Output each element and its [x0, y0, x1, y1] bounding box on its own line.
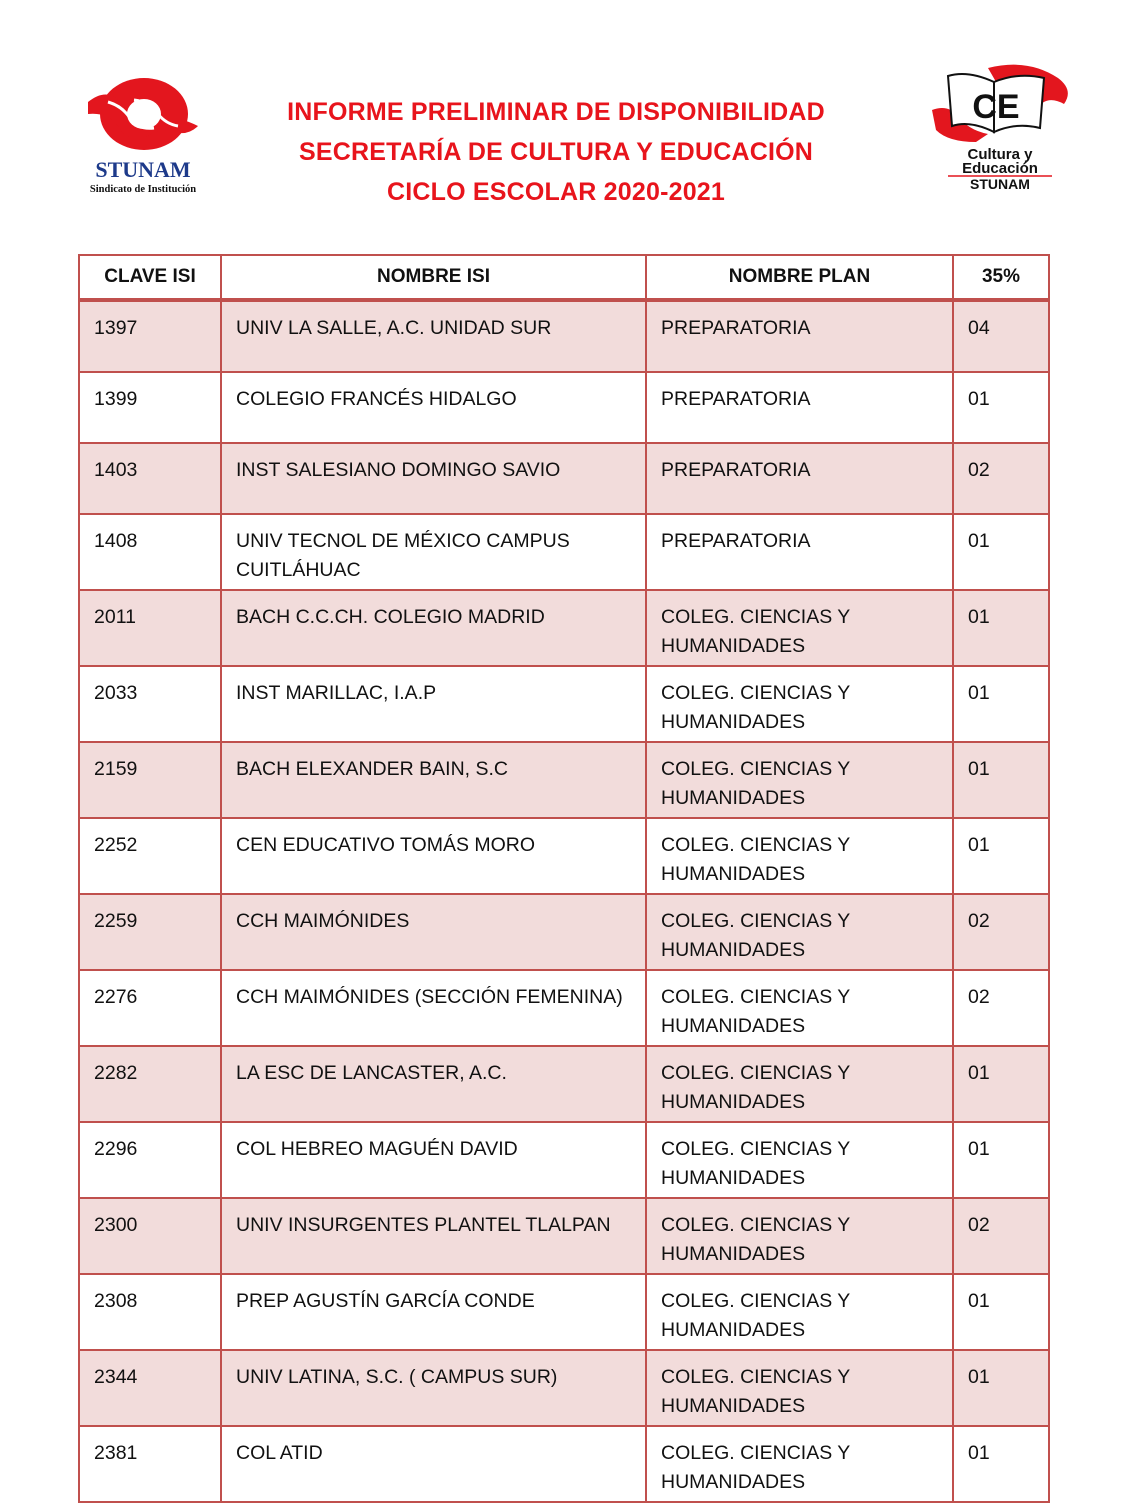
ce-logo-mark: CE — [972, 88, 1020, 126]
title-line-2: SECRETARÍA DE CULTURA Y EDUCACIÓN — [298, 138, 814, 166]
cell-clave-isi: 2300 — [79, 1198, 221, 1274]
cell-35-percent: 01 — [953, 372, 1049, 443]
disponibilidad-table — [78, 254, 1050, 1503]
cell-nombre-isi: COL ATID — [221, 1426, 646, 1502]
cell-nombre-isi: PREP AGUSTÍN GARCÍA CONDE — [221, 1274, 646, 1350]
table-row — [79, 894, 1049, 970]
table-row — [79, 1122, 1049, 1198]
title-line-3: CICLO ESCOLAR 2020-2021 — [386, 178, 726, 206]
cell-nombre-plan: COLEG. CIENCIAS Y HUMANIDADES — [646, 1122, 953, 1198]
column-header-clave-isi: CLAVE ISI — [79, 255, 221, 300]
cell-nombre-plan: COLEG. CIENCIAS Y HUMANIDADES — [646, 1426, 953, 1502]
cell-nombre-isi: UNIV LA SALLE, A.C. UNIDAD SUR — [221, 300, 646, 372]
cell-35-percent: 01 — [953, 1274, 1049, 1350]
table-row — [79, 818, 1049, 894]
column-header-35-percent: 35% — [953, 255, 1049, 300]
cell-clave-isi: 2381 — [79, 1426, 221, 1502]
cell-nombre-isi: CCH MAIMÓNIDES (SECCIÓN FEMENINA) — [221, 970, 646, 1046]
table-row — [79, 372, 1049, 443]
cell-nombre-plan: COLEG. CIENCIAS Y HUMANIDADES — [646, 742, 953, 818]
cultura-educacion-logo — [918, 54, 1080, 194]
cell-35-percent: 01 — [953, 666, 1049, 742]
table-row — [79, 1198, 1049, 1274]
table-row — [79, 300, 1049, 372]
cell-clave-isi: 1408 — [79, 514, 221, 590]
cell-35-percent: 01 — [953, 1046, 1049, 1122]
cell-nombre-isi: CCH MAIMÓNIDES — [221, 894, 646, 970]
cell-nombre-isi: INST SALESIANO DOMINGO SAVIO — [221, 443, 646, 514]
cell-nombre-isi: UNIV INSURGENTES PLANTEL TLALPAN — [221, 1198, 646, 1274]
table-row — [79, 742, 1049, 818]
cell-35-percent: 02 — [953, 894, 1049, 970]
cell-clave-isi: 2011 — [79, 590, 221, 666]
cell-nombre-isi: UNIV TECNOL DE MÉXICO CAMPUS CUITLÁHUAC — [221, 514, 646, 590]
cell-nombre-plan: COLEG. CIENCIAS Y HUMANIDADES — [646, 1274, 953, 1350]
cell-nombre-plan: COLEG. CIENCIAS Y HUMANIDADES — [646, 666, 953, 742]
cell-clave-isi: 2296 — [79, 1122, 221, 1198]
cell-nombre-plan: PREPARATORIA — [646, 443, 953, 514]
cell-35-percent: 02 — [953, 1198, 1049, 1274]
cell-nombre-plan: COLEG. CIENCIAS Y HUMANIDADES — [646, 590, 953, 666]
stunam-emblem-icon — [78, 66, 208, 198]
title-line-1: INFORME PRELIMINAR DE DISPONIBILIDAD — [287, 98, 825, 126]
cell-nombre-isi: CEN EDUCATIVO TOMÁS MORO — [221, 818, 646, 894]
cell-35-percent: 02 — [953, 970, 1049, 1046]
cell-clave-isi: 2159 — [79, 742, 221, 818]
cell-nombre-plan: COLEG. CIENCIAS Y HUMANIDADES — [646, 818, 953, 894]
stunam-logo — [78, 66, 208, 198]
table-header-row — [79, 255, 1049, 300]
cell-nombre-isi: BACH C.C.CH. COLEGIO MADRID — [221, 590, 646, 666]
book-emblem-icon — [918, 54, 1080, 194]
cell-nombre-isi: INST MARILLAC, I.A.P — [221, 666, 646, 742]
table-row — [79, 1426, 1049, 1502]
cell-nombre-plan: COLEG. CIENCIAS Y HUMANIDADES — [646, 894, 953, 970]
stunam-logo-subtitle: Sindicato de Institución — [89, 184, 197, 195]
cell-nombre-isi: COL HEBREO MAGUÉN DAVID — [221, 1122, 646, 1198]
cell-35-percent: 02 — [953, 443, 1049, 514]
cell-nombre-isi: BACH ELEXANDER BAIN, S.C — [221, 742, 646, 818]
page-title — [240, 92, 872, 212]
cell-35-percent: 01 — [953, 1350, 1049, 1426]
cell-35-percent: 01 — [953, 1426, 1049, 1502]
cell-clave-isi: 1397 — [79, 300, 221, 372]
table-row — [79, 590, 1049, 666]
stunam-logo-text: STUNAM — [95, 157, 191, 182]
column-header-nombre-isi: NOMBRE ISI — [221, 255, 646, 300]
cell-35-percent: 01 — [953, 514, 1049, 590]
cell-nombre-plan: PREPARATORIA — [646, 514, 953, 590]
cell-nombre-plan: COLEG. CIENCIAS Y HUMANIDADES — [646, 1046, 953, 1122]
table-row — [79, 1274, 1049, 1350]
cell-clave-isi: 2282 — [79, 1046, 221, 1122]
cell-nombre-plan: COLEG. CIENCIAS Y HUMANIDADES — [646, 1350, 953, 1426]
table-row — [79, 1046, 1049, 1122]
cell-35-percent: 01 — [953, 1122, 1049, 1198]
cell-clave-isi: 1403 — [79, 443, 221, 514]
table-row — [79, 514, 1049, 590]
cell-nombre-plan: COLEG. CIENCIAS Y HUMANIDADES — [646, 1198, 953, 1274]
table-row — [79, 443, 1049, 514]
cell-nombre-isi: COLEGIO FRANCÉS HIDALGO — [221, 372, 646, 443]
table-row — [79, 666, 1049, 742]
cell-clave-isi: 2276 — [79, 970, 221, 1046]
column-header-nombre-plan: NOMBRE PLAN — [646, 255, 953, 300]
cell-clave-isi: 2252 — [79, 818, 221, 894]
cell-nombre-plan: PREPARATORIA — [646, 300, 953, 372]
cell-clave-isi: 1399 — [79, 372, 221, 443]
cell-35-percent: 01 — [953, 818, 1049, 894]
cell-35-percent: 01 — [953, 742, 1049, 818]
cell-35-percent: 01 — [953, 590, 1049, 666]
cell-35-percent: 04 — [953, 300, 1049, 372]
ce-logo-line-3: STUNAM — [970, 176, 1030, 192]
cell-clave-isi: 2308 — [79, 1274, 221, 1350]
cell-clave-isi: 2033 — [79, 666, 221, 742]
cell-nombre-isi: LA ESC DE LANCASTER, A.C. — [221, 1046, 646, 1122]
cell-clave-isi: 2344 — [79, 1350, 221, 1426]
ce-logo-line-1: Cultura y — [967, 146, 1033, 163]
ce-logo-line-2: Educación — [962, 160, 1038, 177]
cell-nombre-isi: UNIV LATINA, S.C. ( CAMPUS SUR) — [221, 1350, 646, 1426]
table-row — [79, 970, 1049, 1046]
cell-nombre-plan: COLEG. CIENCIAS Y HUMANIDADES — [646, 970, 953, 1046]
table-row — [79, 1350, 1049, 1426]
cell-clave-isi: 2259 — [79, 894, 221, 970]
cell-nombre-plan: PREPARATORIA — [646, 372, 953, 443]
